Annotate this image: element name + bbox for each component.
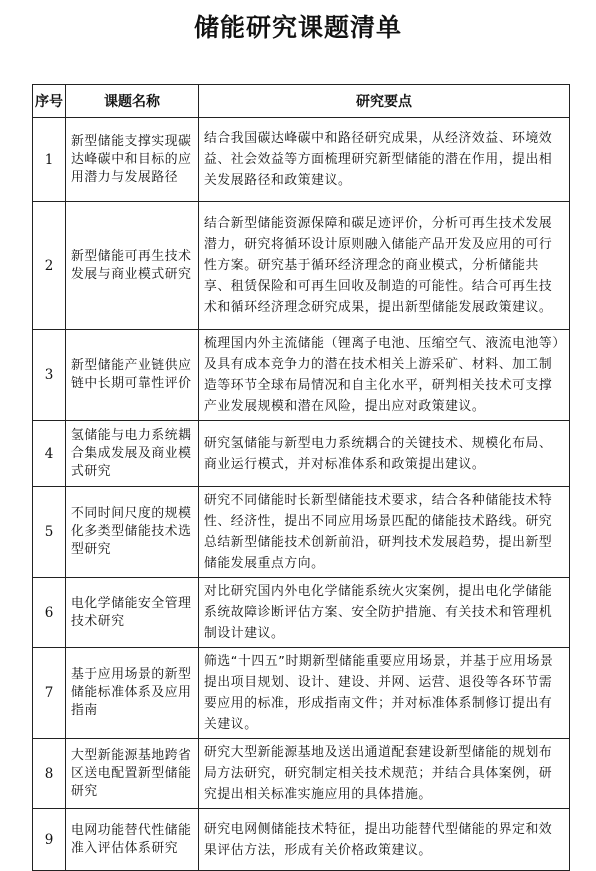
research-points: 梳理国内外主流储能（锂离子电池、压缩空气、液流电池等）及具有成本竞争力的潜在技术相关上游采矿、材料、加工制造等环节全球布局情况和自主化水平，研判相关技术可支撑产业发展规模和潜在风险，提出应对政策建议。 bbox=[199, 330, 570, 421]
row-number: 7 bbox=[33, 648, 66, 739]
row-number: 8 bbox=[33, 739, 66, 809]
row-number: 3 bbox=[33, 330, 66, 421]
table-row bbox=[33, 330, 570, 421]
topic-name: 新型储能可再生技术发展与商业模式研究 bbox=[66, 202, 199, 330]
table-row bbox=[33, 202, 570, 330]
table-row bbox=[33, 648, 570, 739]
research-points: 筛选“十四五”时期新型储能重要应用场景，并基于应用场景提出项目规划、设计、建设、并网、运营、退役等各环节需要应用的标准，形成指南文件；并对标准体系制修订提出有关建议。 bbox=[199, 648, 570, 739]
row-number: 5 bbox=[33, 487, 66, 578]
table-row bbox=[33, 739, 570, 809]
topic-name: 不同时间尺度的规模化多类型储能技术选型研究 bbox=[66, 487, 199, 578]
header-seq: 序号 bbox=[33, 85, 66, 118]
topic-name: 电化学储能安全管理技术研究 bbox=[66, 578, 199, 648]
row-number: 2 bbox=[33, 202, 66, 330]
research-points: 研究氢储能与新型电力系统耦合的关键技术、规模化布局、商业运行模式，并对标准体系和政策提出建议。 bbox=[199, 421, 570, 487]
header-research-points: 研究要点 bbox=[199, 85, 570, 118]
table-row bbox=[33, 809, 570, 871]
topics-table bbox=[32, 84, 570, 871]
research-points: 结合我国碳达峰碳中和路径研究成果，从经济效益、环境效益、社会效益等方面梳理研究新型储能的潜在作用，提出相关发展路径和政策建议。 bbox=[199, 118, 570, 202]
table-header-row bbox=[33, 85, 570, 118]
topic-name: 大型新能源基地跨省区送电配置新型储能研究 bbox=[66, 739, 199, 809]
table-row bbox=[33, 578, 570, 648]
table-row bbox=[33, 421, 570, 487]
row-number: 4 bbox=[33, 421, 66, 487]
row-number: 6 bbox=[33, 578, 66, 648]
research-points: 研究不同储能时长新型储能技术要求，结合各种储能技术特性、经济性，提出不同应用场景匹配的储能技术路线。研究总结新型储能技术创新前沿，研判技术发展趋势，提出新型储能发展重点方向。 bbox=[199, 487, 570, 578]
table-row bbox=[33, 487, 570, 578]
table-row bbox=[33, 118, 570, 202]
research-points: 研究电网侧储能技术特征，提出功能替代型储能的界定和效果评估方法，形成有关价格政策建议。 bbox=[199, 809, 570, 871]
topic-name: 新型储能产业链供应链中长期可靠性评价 bbox=[66, 330, 199, 421]
topic-name: 电网功能替代性储能准入评估体系研究 bbox=[66, 809, 199, 871]
research-points: 对比研究国内外电化学储能系统火灾案例，提出电化学储能系统故障诊断评估方案、安全防护措施、有关技术和管理机制设计建议。 bbox=[199, 578, 570, 648]
research-points: 结合新型储能资源保障和碳足迹评价，分析可再生技术发展潜力，研究将循环设计原则融入储能产品开发及应用的可行性方案。研究基于循环经济理念的商业模式，分析储能共享、租赁保险和可再生回收及制造的可能性。结合可再生技术和循环经济理念研究成果，提出新型储能发展政策建议。 bbox=[199, 202, 570, 330]
topic-name: 氢储能与电力系统耦合集成发展及商业模式研究 bbox=[66, 421, 199, 487]
row-number: 1 bbox=[33, 118, 66, 202]
page-title: 储能研究课题清单 bbox=[193, 13, 402, 42]
row-number: 9 bbox=[33, 809, 66, 871]
topic-name: 新型储能支撑实现碳达峰碳中和目标的应用潜力与发展路径 bbox=[66, 118, 199, 202]
topic-name: 基于应用场景的新型储能标准体系及应用指南 bbox=[66, 648, 199, 739]
research-points: 研究大型新能源基地及送出通道配套建设新型储能的规划布局方法研究，研究制定相关技术规范；并结合具体案例，研究提出相关标准实施应用的具体措施。 bbox=[199, 739, 570, 809]
header-topic-name: 课题名称 bbox=[66, 85, 199, 118]
